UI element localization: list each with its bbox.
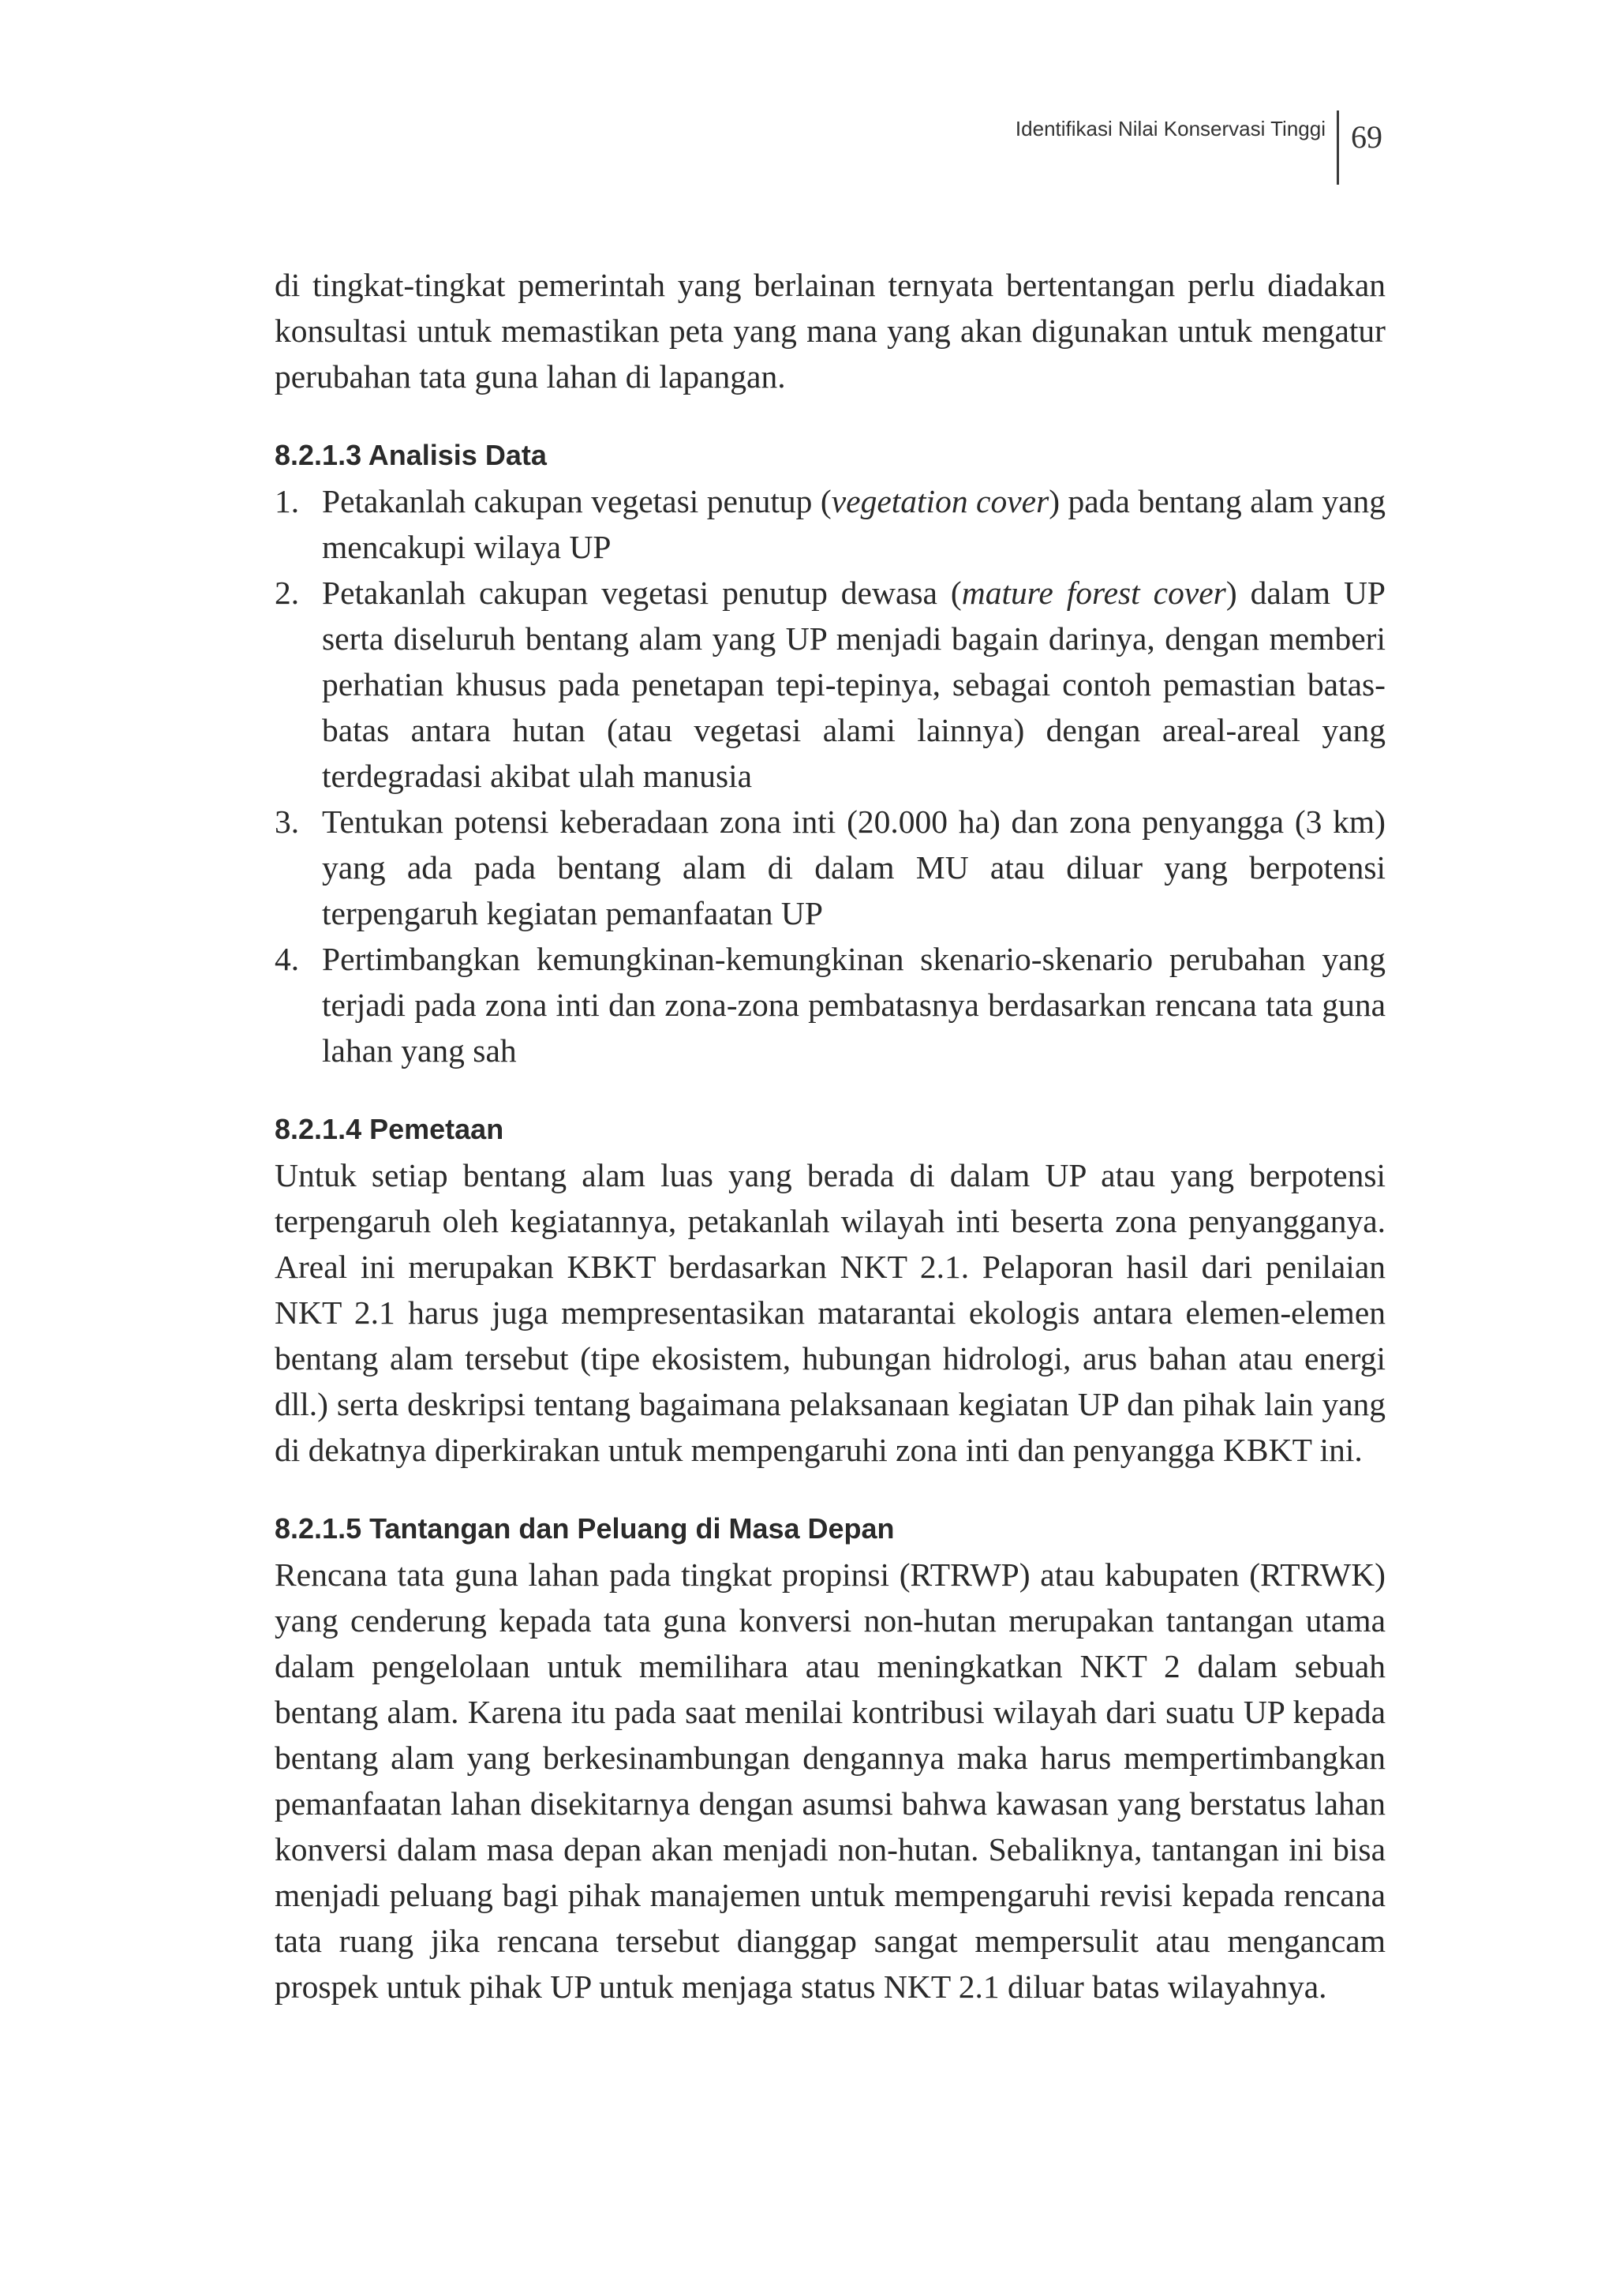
list-item (275, 799, 1386, 936)
heading-analisis-data: 8.2.1.3 Analisis Data (275, 439, 547, 471)
list-item-number: 1. (275, 483, 300, 519)
section-spacer (275, 399, 1386, 433)
heading-pemetaan: 8.2.1.4 Pemetaan (275, 1113, 504, 1145)
section-spacer (275, 1073, 1386, 1107)
page-number: 69 (1351, 119, 1382, 155)
list-item (275, 936, 1386, 1073)
page-body (275, 262, 1386, 2009)
list-item-text: Petakanlah cakupan vegetasi penutup dewasa ( (322, 575, 962, 611)
list-item-text: Tentukan potensi keberadaan zona inti (20.000 ha) dan zona penyangga (3 km) yang ada pada bentang alam di dalam MU atau diluar yang berpotensi terpengaruh kegiatan pemanfaatan UP (322, 803, 1386, 931)
list-item-text: ) dalam UP serta diseluruh bentang alam yang UP menjadi bagain darinya, dengan memberi perhatian khusus pada penetapan tepi-tepinya, sebagai contoh pemastian batas-batas antara hutan (atau vegetasi alami lainnya) dengan areal-areal yang terdegradasi akibat ulah manusia (322, 575, 1386, 794)
pemetaan-paragraph: Untuk setiap bentang alam luas yang berada di dalam UP atau yang berpotensi terpengaruh oleh kegiatannya, petakanlah wilayah inti beserta zona penyangganya. Areal ini merupakan KBKT berdasarkan NKT 2.1. Pelaporan hasil dari penilaian NKT 2.1 harus juga mempresentasikan matarantai ekologis antara elemen-elemen bentang alam tersebut (tipe ekosistem, hubungan hidrologi, arus bahan atau energi dll.) serta deskripsi tentang bagaimana pelaksanaan kegiatan UP dan pihak lain yang di dekatnya diperkirakan untuk mempengaruhi zona inti dan penyangga KBKT ini. (275, 1157, 1386, 1468)
header-divider (1337, 110, 1339, 185)
list-item (275, 478, 1386, 570)
list-item-text: ) pada bentang alam yang mencakupi wilaya UP (322, 483, 1386, 565)
heading-tantangan-peluang: 8.2.1.5 Tantangan dan Peluang di Masa Depan (275, 1512, 895, 1545)
list-item-text: Petakanlah cakupan vegetasi penutup ( (322, 483, 832, 519)
analisis-steps-list (275, 478, 1386, 1073)
list-item (275, 570, 1386, 799)
running-header-title: Identifikasi Nilai Konservasi Tinggi (1015, 117, 1326, 140)
list-item-italic-term: mature forest cover (961, 575, 1226, 611)
list-item-number: 4. (275, 941, 300, 977)
tantangan-paragraph: Rencana tata guna lahan pada tingkat propinsi (RTRWP) atau kabupaten (RTRWK) yang cenderung kepada tata guna konversi non-hutan merupakan tantangan utama dalam pengelolaan untuk memilihara atau meningkatkan NKT 2 dalam sebuah bentang alam. Karena itu pada saat menilai kontribusi wilayah dari suatu UP kepada bentang alam yang berkesinambungan dengannya maka harus mempertimbangkan pemanfaatan lahan disekitarnya dengan asumsi bahwa kawasan yang berstatus lahan konversi dalam masa depan akan menjadi non-hutan. Sebaliknya, tantangan ini bisa menjadi peluang bagi pihak manajemen untuk mempengaruhi revisi kepada rencana tata ruang jika rencana tersebut dianggap sangat mempersulit atau mengancam prospek untuk pihak UP untuk menjaga status NKT 2.1 diluar batas wilayahnya. (275, 1556, 1386, 2005)
intro-paragraph: di tingkat-tingkat pemerintah yang berlainan ternyata bertentangan perlu diadakan konsultasi untuk memastikan peta yang mana yang akan digunakan untuk mengatur perubahan tata guna lahan di lapangan. (275, 267, 1386, 395)
list-item-italic-term: vegetation cover (831, 483, 1049, 519)
section-spacer (275, 1473, 1386, 1506)
list-item-number: 3. (275, 803, 300, 840)
list-item-text: Pertimbangkan kemungkinan-kemungkinan skenario-skenario perubahan yang terjadi pada zona inti dan zona-zona pembatasnya berdasarkan rencana tata guna lahan yang sah (322, 941, 1386, 1069)
list-item-number: 2. (275, 575, 300, 611)
